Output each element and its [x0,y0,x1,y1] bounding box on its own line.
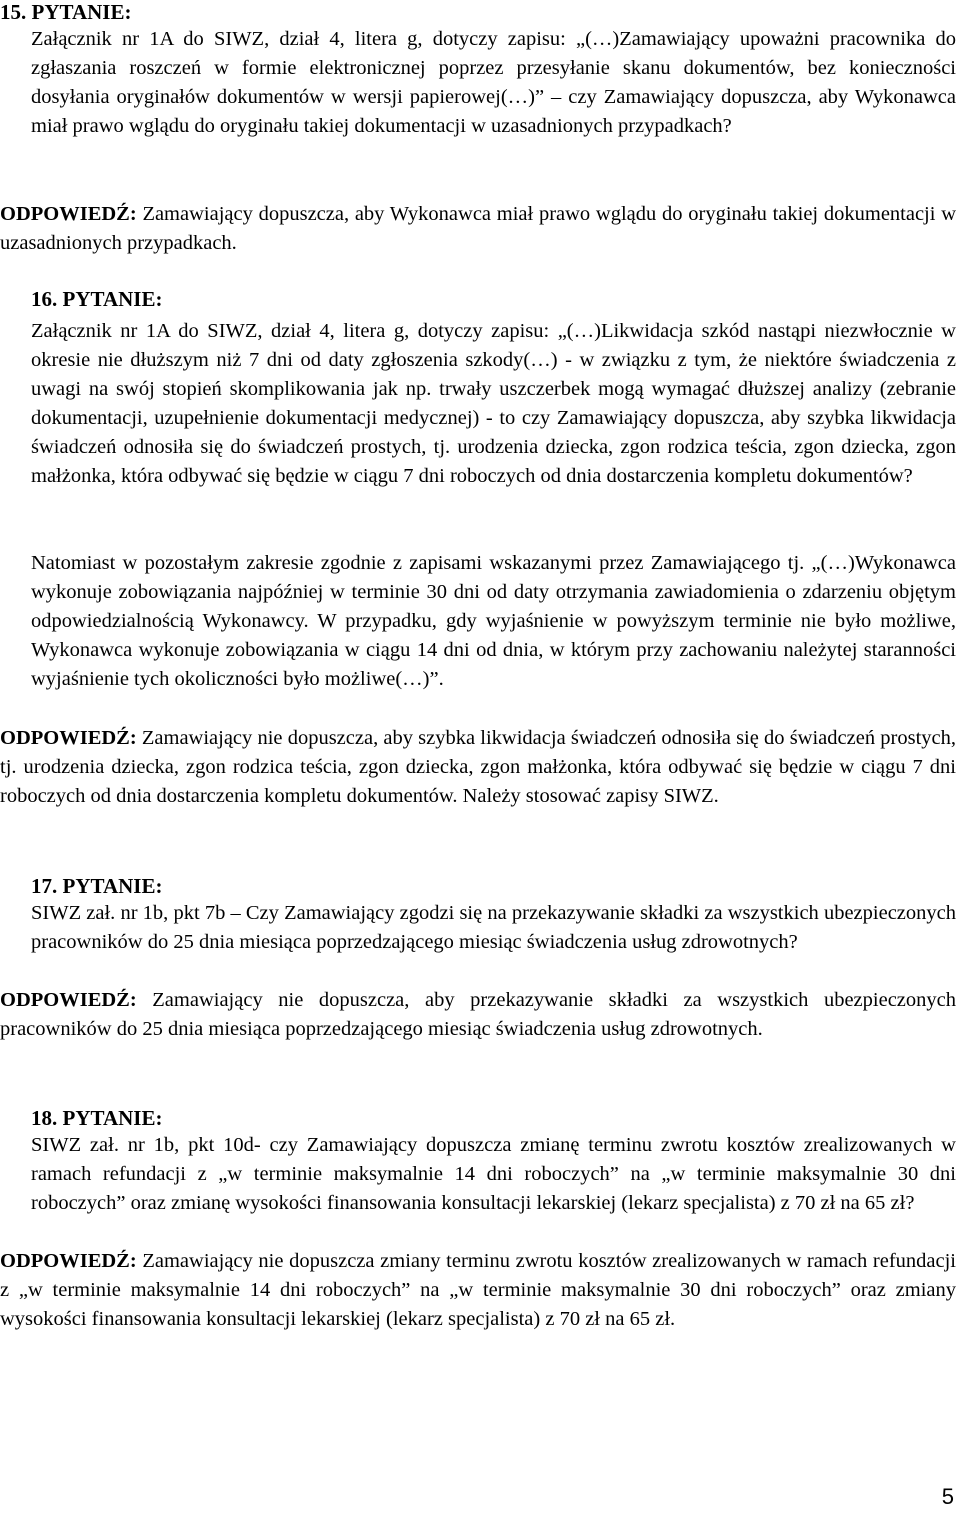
section-16-question: Załącznik nr 1A do SIWZ, dział 4, litera g, dotyczy zapisu: „(…)Likwidacja szkód nastąpi niezwłocznie w okresie nie dłuższym niż 7 dni od daty zgłoszenia szkody(…) - w związku z tym, że niektóre świadczenia z uwagi na swój stopień skomplikowania jak np. trwały uszczerbek mogą wymagać dłuższej analizy (zebranie dokumentacji, uzupełnienie dokumentacji medycznej) - to czy Zamawiający dopuszcza, aby szybka likwidacja świadczeń odnosiła się do świadczeń prostych, tj. urodzenia dziecka, zgon rodzica teścia, zgon dziecka, zgon małżonka, która odbywać się będzie w ciągu 7 dni roboczych od dnia dostarczenia kompletu dokumentów? [31,320,956,487]
answer-label: ODPOWIEDŹ: [0,727,137,749]
section-15-heading: 15. PYTANIE: [0,0,132,24]
section-18-answer [0,1247,956,1334]
section-15-question: Załącznik nr 1A do SIWZ, dział 4, litera g, dotyczy zapisu: „(…)Zamawiający upoważni pracownika do zgłaszania roszczeń w formie elektronicznej poprzez przesyłanie skanu dokumentów, bez konieczności dosyłania oryginałów dokumentów w wersji papierowej(…)” – czy Zamawiający dopuszcza, aby Wykonawca miał prawo wglądu do oryginału takiej dokumentacji w uzasadnionych przypadkach? [31,28,956,137]
page-number: 5 [941,1484,954,1509]
section-18-question: SIWZ zał. nr 1b, pkt 10d- czy Zamawiający dopuszcza zmianę terminu zwrotu kosztów zrealizowanych w ramach refundacji z „w terminie maksymalnie 14 dni roboczych” na „w terminie maksymalnie 30 dni roboczych” oraz zmianę wysokości finansowania konsultacji lekarskiej (lekarz specjalista) z 70 zł na 65 zł? [31,1134,956,1214]
section-16-answer [0,724,956,811]
answer-label: ODPOWIEDŹ: [0,989,137,1011]
section-18-heading: 18. PYTANIE: [31,1106,163,1130]
section-16-heading: 16. PYTANIE: [31,287,163,311]
answer-text: Zamawiający nie dopuszcza zmiany terminu zwrotu kosztów zrealizowanych w ramach refundacji z „w terminie maksymalnie 14 dni roboczych” na „w terminie maksymalnie 30 dni roboczych” oraz zmiany wysokości finansowania konsultacji lekarskiej (lekarz specjalista) z 70 zł na 65 zł. [0,1250,957,1330]
section-17-heading: 17. PYTANIE: [31,874,163,898]
section-17-answer [0,986,956,1044]
section-15-answer [0,200,956,258]
answer-text: Zamawiający nie dopuszcza, aby szybka likwidacja świadczeń odnosiła się do świadczeń prostych, tj. urodzenia dziecka, zgon rodzica teścia, zgon dziecka, zgon małżonka, która odbywać się będzie w ciągu 7 dni roboczych od dnia dostarczenia kompletu dokumentów. Należy stosować zapisy SIWZ. [0,727,956,807]
answer-text: Zamawiający nie dopuszcza, aby przekazywanie składki za wszystkich ubezpieczonych pracowników do 25 dnia miesiąca poprzedzającego miesiąc świadczenia usług zdrowotnych. [0,989,956,1040]
section-17-question: SIWZ zał. nr 1b, pkt 7b – Czy Zamawiający zgodzi się na przekazywanie składki za wszystkich ubezpieczonych pracowników do 25 dnia miesiąca poprzedzającego miesiąc świadczenia usług zdrowotnych? [31,902,956,953]
answer-label: ODPOWIEDŹ: [0,203,137,225]
answer-text: Zamawiający dopuszcza, aby Wykonawca miał prawo wglądu do oryginału takiej dokumentacji w uzasadnionych przypadkach. [0,203,956,254]
section-16-question-cont: Natomiast w pozostałym zakresie zgodnie z zapisami wskazanymi przez Zamawiającego tj. „(…)Wykonawca wykonuje zobowiązania najpóźniej w terminie 30 dni od daty otrzymania zawiadomienia o zdarzeniu objętym odpowiedzialnością Wykonawcy. W przypadku, gdy wyjaśnienie w powyższym terminie nie było możliwe, Wykonawca wykonuje zobowiązania w ciągu 14 dni od dnia, w którym przy zachowaniu należytej staranności wyjaśnienie tych okoliczności było możliwe(…)”. [31,552,956,690]
answer-label: ODPOWIEDŹ: [0,1250,137,1272]
